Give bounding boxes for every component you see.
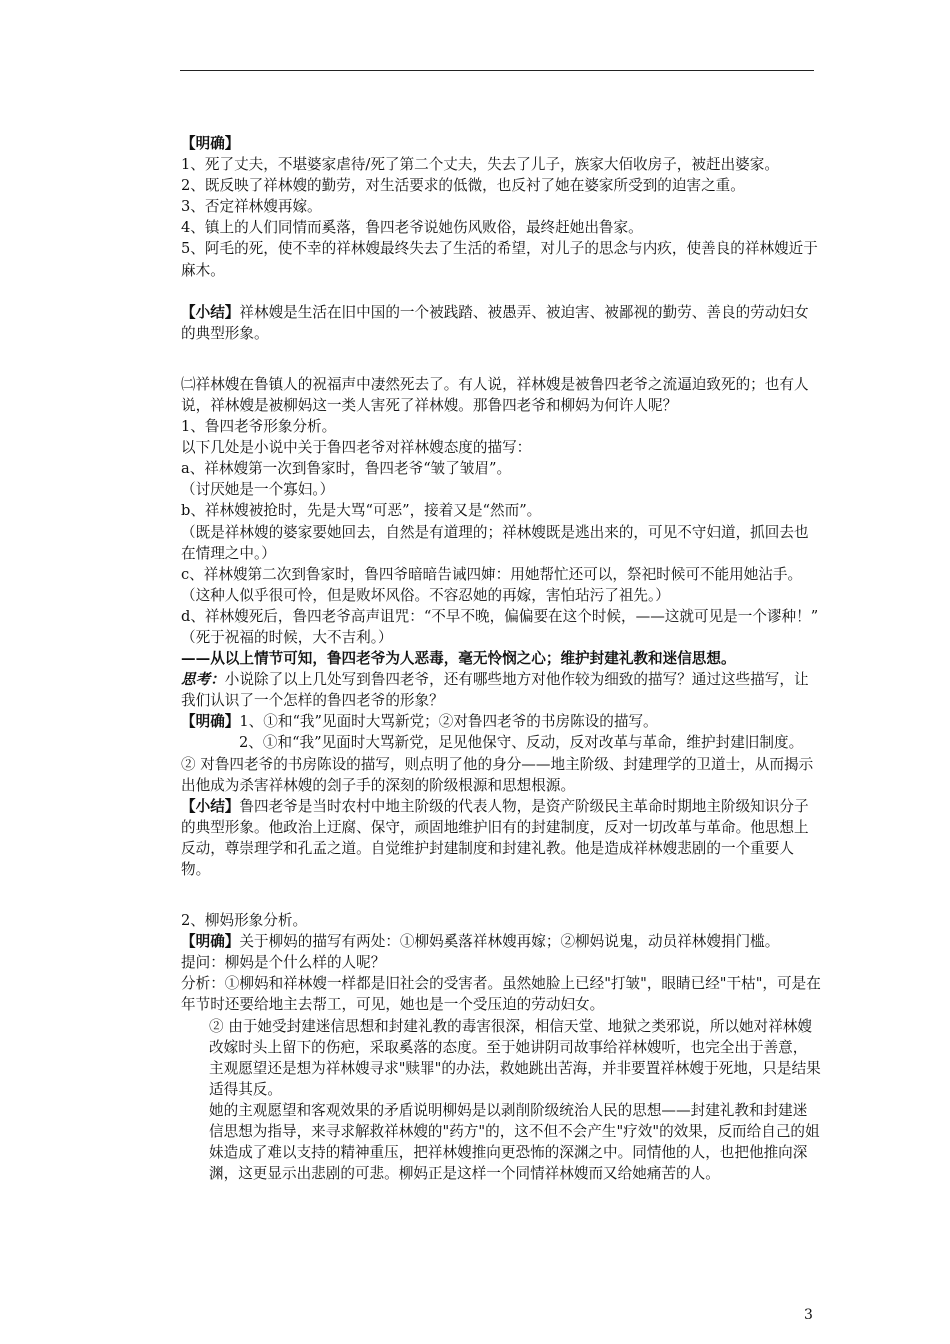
lu-b-note: （既是祥林嫂的婆家要她回去，自然是有道理的；祥林嫂既是逃出来的，可见不守妇道，抓回去也在情理之中。） bbox=[181, 523, 809, 562]
summary1-text: 祥林嫂是生活在旧中国的一个被践踏、被愚弄、被迫害、被鄙视的勤劳、善良的劳动妇女的典型形象。 bbox=[181, 303, 809, 342]
ming1-item-1: 1、死了丈夫，不堪婆家虐待/死了第二个丈夫，失去了儿子，族家大佰收房子，被赶出婆家。 bbox=[181, 156, 779, 174]
document-body bbox=[181, 133, 821, 1184]
summary2 bbox=[181, 796, 821, 880]
think-label: 思考： bbox=[181, 671, 225, 689]
question: 提问：柳妈是个什么样的人呢？ bbox=[181, 954, 386, 972]
liu-title: 2、柳妈形象分析。 bbox=[181, 912, 308, 930]
ming2-label: 【明确】 bbox=[181, 713, 240, 731]
ming1-item-2: 2、既反映了祥林嫂的勤劳，对生活要求的低微，也反衬了她在婆家所受到的迫害之重。 bbox=[181, 177, 745, 195]
ming1-item-3: 3、否定祥林嫂再嫁。 bbox=[181, 198, 322, 216]
analysis-2: ② 由于她受封建迷信思想和封建礼教的毒害很深，相信天堂、地狱之类邪说，所以她对祥林嫂改嫁时头上留下的伤疤，采取奚落的态度。至于她讲阴司故事给祥林嫂听，也完全出于善意，主观愿望还是想为祥林嫂寻求"赎罪"的办法，救她跳出苦海，并非要置祥林嫂于死地，只是结果适得其反。 bbox=[209, 1017, 821, 1098]
lu-b: b、祥林嫂被抢时，先是大骂“可恶”，接着又是“然而”。 bbox=[181, 502, 542, 520]
ming3-label: 【明确】 bbox=[181, 933, 240, 951]
ming1-heading: 【明确】 bbox=[181, 135, 240, 152]
summary1 bbox=[181, 302, 821, 344]
ming2-3: ② 对鲁四老爷的书房陈设的描写，则点明了他的身分——地主阶级、封建理学的卫道士，从而揭示出他成为杀害祥林嫂的刽子手的深刻的阶级根源和思想根源。 bbox=[181, 755, 814, 794]
ming3 bbox=[181, 931, 821, 952]
analysis-3: 她的主观愿望和客观效果的矛盾说明柳妈是以剥削阶级统治人民的思想——封建礼教和封建迷信思想为指导，来寻求解救祥林嫂的"药方"的，这不但不会产生"疗效"的效果，反而给自己的姐妹造成了难以支持的精神重压，把祥林嫂推向更恐怖的深渊之中。同情他的人，也把他推向深渊，这更显示出悲剧的可悲。柳妈正是这样一个同情祥林嫂而又给她痛苦的人。 bbox=[209, 1101, 820, 1183]
lu-c: c、祥林嫂第二次到鲁家时，鲁四爷暗暗告诫四婶：用她帮忙还可以，祭祀时候可不能用她沾手。 bbox=[181, 565, 803, 583]
think bbox=[181, 669, 821, 711]
lu-a-note: （讨厌她是一个寡妇。） bbox=[181, 481, 335, 499]
summary2-label: 【小结】 bbox=[181, 797, 240, 815]
summary2-text: 鲁四老爷是当时农村中地主阶级的代表人物，是资产阶级民主革命时期地主阶级知识分子的典型形象。他政治上迂腐、保守，顽固地维护旧有的封建制度，反对一切改革与革命。他思想上反动，尊崇理学和孔孟之道。自觉维护封建制度和封建礼教。他是造成祥林嫂悲剧的一个重要人物。 bbox=[181, 797, 809, 878]
lu-a: a、祥林嫂第一次到鲁家时，鲁四老爷“皱了皱眉”。 bbox=[181, 460, 512, 478]
section2-intro: ㈡祥林嫂在鲁镇人的祝福声中凄然死去了。有人说，祥林嫂是被鲁四老爷之流逼迫致死的；也有人说，祥林嫂是被柳妈这一类人害死了祥林嫂。那鲁四老爷和柳妈为何许人呢？ bbox=[181, 375, 809, 414]
summary1-label: 【小结】 bbox=[181, 303, 240, 321]
page-number: 3 bbox=[804, 1307, 813, 1323]
lu-d-note: （死于祝福的时候，大不吉利。） bbox=[181, 628, 393, 646]
ming1-item-4: 4、镇上的人们同情而奚落，鲁四老爷说她伤风败俗，最终赶她出鲁家。 bbox=[181, 219, 643, 237]
lu-title: 1、鲁四老爷形象分析。 bbox=[181, 418, 337, 436]
ming2-line-1 bbox=[181, 711, 821, 732]
analysis-1: 分析：①柳妈和祥林嫂一样都是旧社会的受害者。虽然她脸上已经"打皱"，眼睛已经"干枯"，可是在年节时还要给地主去帮工，可见，她也是一个受压迫的劳动妇女。 bbox=[181, 975, 821, 1014]
ming3-text: 关于柳妈的描写有两处：①柳妈奚落祥林嫂再嫁；②柳妈说鬼，动员祥林嫂捐门槛。 bbox=[239, 933, 780, 951]
header-rule bbox=[180, 70, 814, 71]
think-text: 小说除了以上几处写到鲁四老爷，还有哪些地方对他作较为细致的描写？通过这些描写，让我们认识了一个怎样的鲁四老爷的形象？ bbox=[181, 671, 809, 710]
ming1-item-5: 5、阿毛的死，使不幸的祥林嫂最终失去了生活的希望，对儿子的思念与内疚，使善良的祥林嫂近于麻木。 bbox=[181, 240, 818, 279]
ming2-2: 2、①和“我”见面时大骂新党，足见他保守、反动，反对改革与革命，维护封建旧制度。 bbox=[239, 734, 804, 752]
lu-d: d、祥林嫂死后，鲁四老爷高声诅咒：“不早不晚，偏偏要在这个时候，——这就可见是一个谬种！” bbox=[181, 607, 819, 625]
lu-c-note: （这种人似乎很可怜，但是败坏风俗。不容忍她的再嫁，害怕玷污了祖先。） bbox=[181, 586, 670, 604]
ming2-1: 1、①和“我”见面时大骂新党；②对鲁四老爷的书房陈设的描写。 bbox=[239, 713, 658, 731]
lu-conclusion: ——从以上情节可知，鲁四老爷为人恶毒，毫无怜悯之心；维护封建礼教和迷信思想。 bbox=[181, 650, 736, 668]
lu-lead: 以下几处是小说中关于鲁四老爷对祥林嫂态度的描写： bbox=[181, 439, 532, 457]
